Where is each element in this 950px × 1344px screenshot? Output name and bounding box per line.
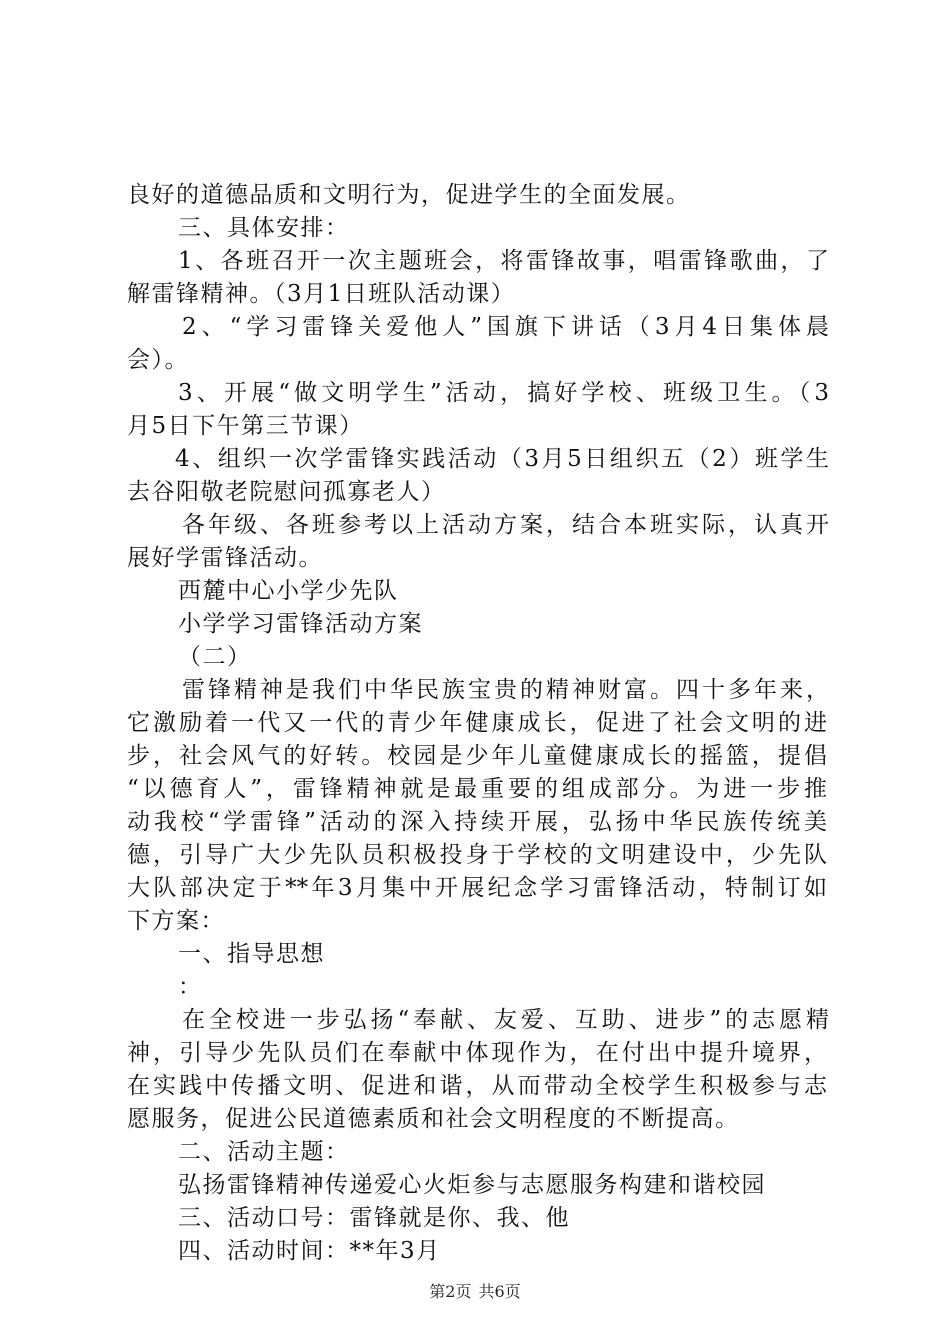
text-line-5: 2、“学习雷锋关爱他人”国旗下讲话（3月4日集体晨 [182,314,829,340]
text-line-18: 步，社会风气的好转。校园是少年儿童健康成长的摇篮，提倡 [127,743,827,769]
document-title: 小学学习雷锋活动方案 [178,611,423,637]
signature-organization: 西麓中心小学少先队 [178,578,399,604]
text-line-3: 1、各班召开一次主题班会，将雷锋故事，唱雷锋歌曲，了 [178,248,829,274]
page-footer [0,1282,950,1302]
text-line-4: 解雷锋精神。（3月1日班队活动课） [127,281,516,307]
text-line-10: 去谷阳敬老院慰问孤寡老人） [127,479,446,505]
text-line-9: 4、组织一次学雷锋实践活动（3月5日组织五（2）班学生 [175,446,829,472]
text-line-16: 雷锋精神是我们中华民族宝贵的精神财富。四十多年来， [182,677,829,703]
section-heading-guiding-thought: 一、指导思想 [178,941,325,967]
page-number: 第2页 [429,1282,472,1301]
text-line-27: 神，引导少先队员们在奉献中体现作为，在付出中提升境界， [127,1040,827,1066]
text-line-22: 大队部决定于**年3月集中开展纪念学习雷锋活动，特制订如 [127,875,827,901]
section-heading-theme: 二、活动主题： [178,1139,350,1165]
text-line-26: 在全校进一步弘扬“奉献、友爱、互助、进步”的志愿精 [182,1007,829,1033]
section-number-two: （二） [178,644,252,670]
text-line-28: 在实践中传播文明、促进和谐，从而带动全校学生积极参与志 [127,1073,827,1099]
text-line-theme-content: 弘扬雷锋精神传递爱心火炬参与志愿服务构建和谐校园 [178,1172,766,1198]
text-line-7: 3、开展“做文明学生”活动，搞好学校、班级卫生。（3 [178,380,829,406]
text-line-23: 下方案： [127,908,225,934]
text-line-17: 它激励着一代又一代的青少年健康成长，促进了社会文明的进 [127,710,827,736]
text-line-21: 德，引导广大少先队员积极投身于学校的文明建设中，少先队 [127,842,827,868]
text-line-19: “以德育人”，雷锋精神就是最重要的组成部分。为进一步推 [127,776,827,802]
text-line-8: 月5日下午第三节课） [127,413,364,439]
text-line-colon: ： [178,974,203,1000]
text-line-12: 展好学雷锋活动。 [127,545,323,571]
text-line-11: 各年级、各班参考以上活动方案，结合本班实际，认真开 [182,512,829,538]
section-heading-time: 四、活动时间：**年3月 [178,1238,441,1264]
page-total: 共6页 [478,1282,521,1301]
section-heading-arrangement: 三、具体安排： [178,215,350,241]
text-line-20: 动我校“学雷锋”活动的深入持续开展，弘扬中华民族传统美 [127,809,827,835]
text-line-29: 愿服务，促进公民道德素质和社会文明程度的不断提高。 [127,1106,740,1132]
text-line-1: 良好的道德品质和文明行为，促进学生的全面发展。 [127,182,691,208]
text-line-6: 会）。 [127,347,189,373]
section-heading-slogan: 三、活动口号：雷锋就是你、我、他 [178,1205,570,1231]
